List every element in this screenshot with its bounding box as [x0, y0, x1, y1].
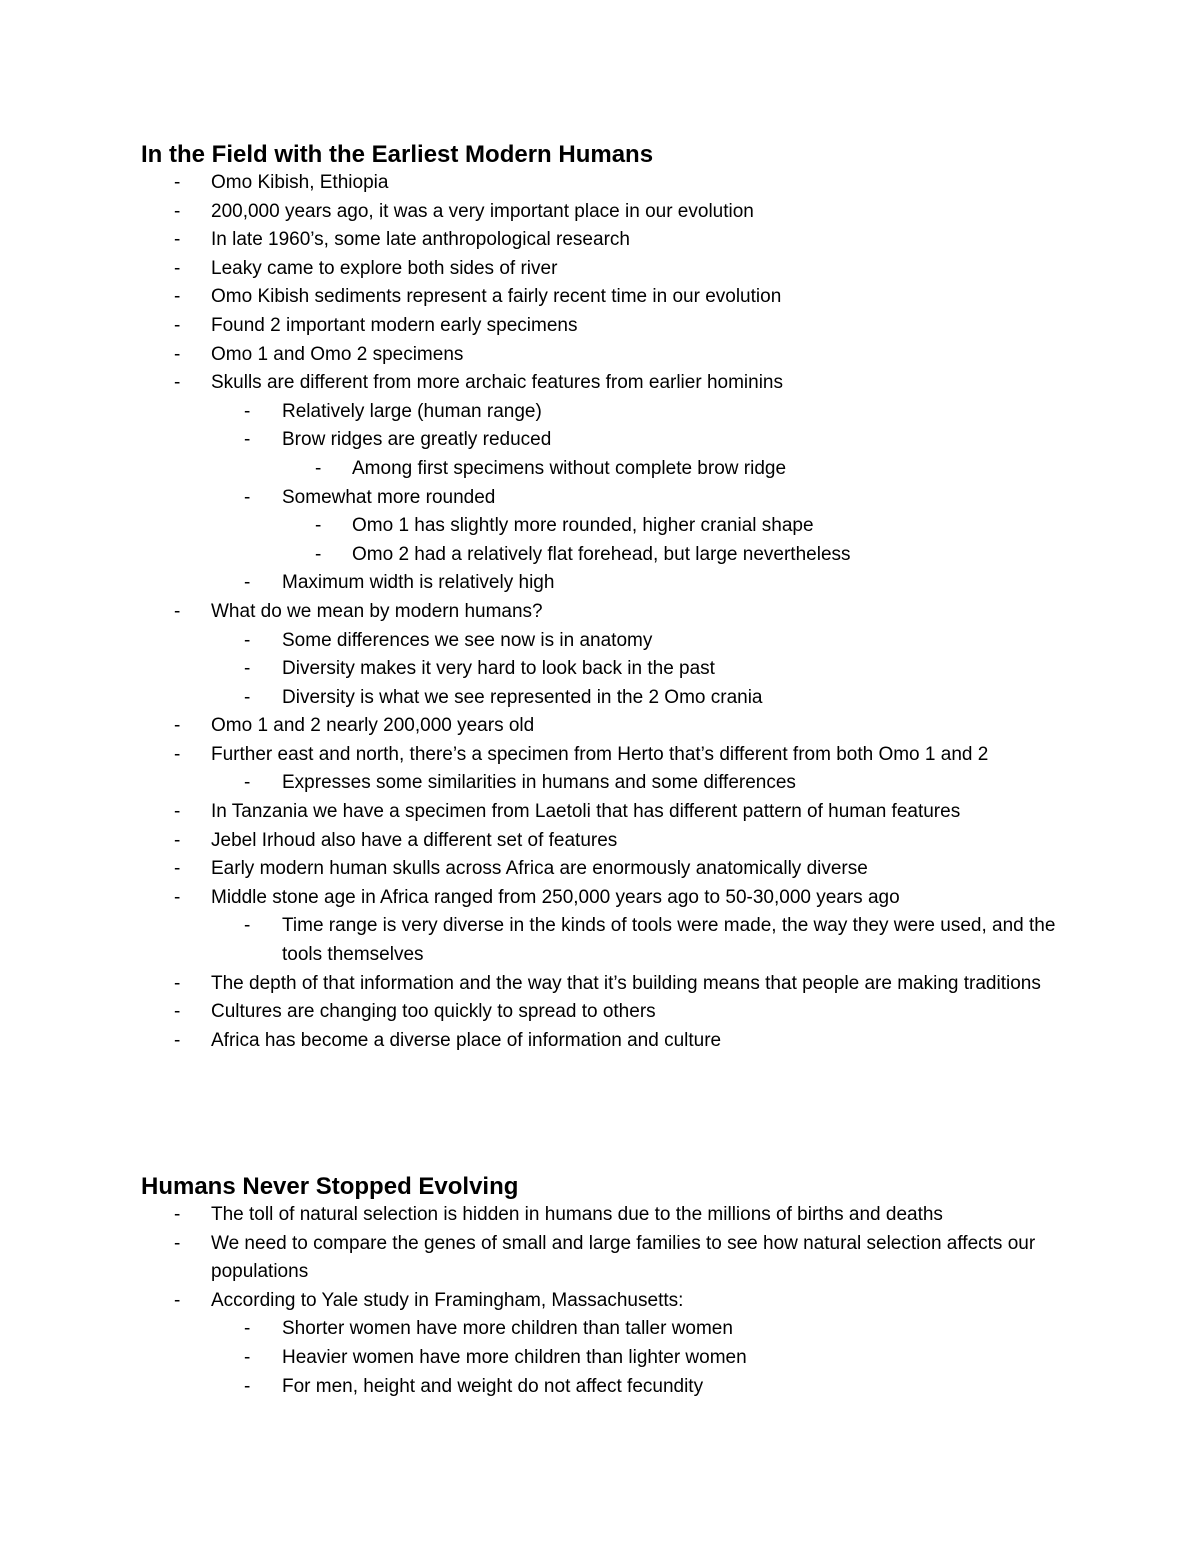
- bullet-dash: -: [244, 915, 251, 937]
- bullet-dash: -: [174, 743, 181, 765]
- list-item: [141, 484, 1061, 513]
- list-item-text: Omo 1 and Omo 2 specimens: [211, 343, 464, 365]
- list-item-text: Heavier women have more children than lighter women: [282, 1346, 747, 1368]
- bullet-dash: -: [315, 515, 322, 537]
- bullet-dash: -: [244, 686, 251, 708]
- list-item: [141, 169, 1061, 198]
- list-item: [141, 426, 1061, 455]
- list-item: [141, 741, 1061, 770]
- section-humans-never-stopped-evolving: [141, 1173, 1061, 1401]
- list-item: [141, 769, 1061, 798]
- bullet-dash: -: [174, 1001, 181, 1023]
- list-item-text: Omo 1 and 2 nearly 200,000 years old: [211, 715, 535, 737]
- list-item-text: What do we mean by modern humans?: [211, 600, 543, 622]
- bullet-dash: -: [174, 858, 181, 880]
- list-item-text: Found 2 important modern early specimens: [211, 314, 578, 336]
- list-item: [141, 455, 1061, 484]
- list-item: [141, 198, 1061, 227]
- list-item-text: Early modern human skulls across Africa are enormously anatomically diverse: [211, 858, 868, 880]
- list-item-text: In late 1960’s, some late anthropological research: [211, 229, 630, 251]
- bullet-dash: -: [244, 429, 251, 451]
- bullet-dash: -: [174, 372, 181, 394]
- list-item-text: Diversity is what we see represented in the 2 Omo crania: [282, 686, 763, 708]
- bullet-dash: -: [174, 200, 181, 222]
- list-item-text: The depth of that information and the way that it’s building means that people are making traditions: [211, 972, 1041, 994]
- list-item: [141, 712, 1061, 741]
- list-item: [141, 1344, 1061, 1373]
- list-item: [141, 684, 1061, 713]
- list-item-text: Omo 1 has slightly more rounded, higher cranial shape: [352, 515, 814, 537]
- list-item-text: According to Yale study in Framingham, Massachusetts:: [211, 1289, 684, 1311]
- list-item-text: Africa has become a diverse place of information and culture: [211, 1029, 722, 1051]
- bullet-dash: -: [315, 543, 322, 565]
- list-item-text: Brow ridges are greatly reduced: [282, 429, 552, 451]
- bullet-list: [141, 169, 1061, 1055]
- list-item-text: Expresses some similarities in humans and some differences: [282, 772, 796, 794]
- list-item: [141, 341, 1061, 370]
- list-item: [141, 598, 1061, 627]
- bullet-dash: -: [174, 801, 181, 823]
- list-item: [141, 255, 1061, 284]
- bullet-dash: -: [244, 486, 251, 508]
- list-item: [141, 798, 1061, 827]
- list-item-text: Middle stone age in Africa ranged from 250,000 years ago to 50-30,000 years ago: [211, 886, 900, 908]
- list-item: [141, 627, 1061, 656]
- list-item: [141, 884, 1061, 913]
- bullet-dash: -: [174, 600, 181, 622]
- list-item-text: Leaky came to explore both sides of river: [211, 257, 558, 279]
- list-item: [141, 912, 1061, 969]
- bullet-dash: -: [244, 1346, 251, 1368]
- list-item: [141, 855, 1061, 884]
- list-item: [141, 970, 1061, 999]
- bullet-dash: -: [174, 229, 181, 251]
- list-item: [141, 1373, 1061, 1402]
- bullet-dash: -: [174, 1204, 181, 1225]
- bullet-dash: -: [244, 772, 251, 794]
- bullet-dash: -: [174, 1029, 181, 1051]
- bullet-dash: -: [244, 572, 251, 594]
- list-item: [141, 226, 1061, 255]
- list-item: [141, 312, 1061, 341]
- bullet-dash: -: [174, 314, 181, 336]
- bullet-dash: -: [174, 343, 181, 365]
- list-item: [141, 541, 1061, 570]
- list-item-text: Omo 2 had a relatively flat forehead, but large nevertheless: [352, 543, 851, 565]
- list-item: [141, 569, 1061, 598]
- bullet-dash: -: [315, 457, 322, 479]
- list-item-text: Relatively large (human range): [282, 400, 542, 422]
- bullet-dash: -: [174, 172, 181, 193]
- section-earliest-modern-humans: [141, 141, 1061, 1055]
- list-item-text: Among first specimens without complete brow ridge: [352, 457, 787, 479]
- list-item: [141, 512, 1061, 541]
- list-item-text: The toll of natural selection is hidden in humans due to the millions of births and deaths: [211, 1204, 943, 1225]
- list-item-text: Jebel Irhoud also have a different set of features: [211, 829, 618, 851]
- list-item: [141, 398, 1061, 427]
- list-item-text: Somewhat more rounded: [282, 486, 496, 508]
- bullet-dash: -: [174, 1232, 181, 1254]
- section-heading: In the Field with the Earliest Modern Humans: [141, 141, 654, 168]
- list-item-text: Omo Kibish sediments represent a fairly recent time in our evolution: [211, 286, 782, 308]
- bullet-dash: -: [244, 629, 251, 651]
- bullet-dash: -: [244, 658, 251, 680]
- list-item-text: Some differences we see now is in anatomy: [282, 629, 653, 651]
- list-item-text: Maximum width is relatively high: [282, 572, 555, 594]
- bullet-dash: -: [244, 1318, 251, 1340]
- list-item: [141, 655, 1061, 684]
- list-item: [141, 283, 1061, 312]
- bullet-dash: -: [174, 829, 181, 851]
- list-item-text: We need to compare the genes of small and large families to see how natural selection affects our populations: [211, 1232, 1036, 1283]
- list-item-text: Diversity makes it very hard to look back in the past: [282, 658, 715, 680]
- bullet-list: [141, 1201, 1061, 1401]
- bullet-dash: -: [174, 886, 181, 908]
- list-item: [141, 1287, 1061, 1316]
- bullet-dash: -: [244, 1375, 251, 1397]
- bullet-dash: -: [174, 972, 181, 994]
- list-item: [141, 998, 1061, 1027]
- list-item-text: 200,000 years ago, it was a very important place in our evolution: [211, 200, 754, 222]
- bullet-dash: -: [174, 715, 181, 737]
- list-item-text: For men, height and weight do not affect fecundity: [282, 1375, 704, 1397]
- bullet-dash: -: [174, 257, 181, 279]
- bullet-dash: -: [174, 286, 181, 308]
- list-item: [141, 1230, 1061, 1287]
- list-item-text: Further east and north, there’s a specimen from Herto that’s different from both Omo 1 and 2: [211, 743, 989, 765]
- list-item: [141, 1201, 1061, 1230]
- list-item: [141, 1315, 1061, 1344]
- list-item: [141, 369, 1061, 398]
- list-item: [141, 827, 1061, 856]
- section-heading: Humans Never Stopped Evolving: [141, 1173, 519, 1200]
- list-item-text: Time range is very diverse in the kinds of tools were made, the way they were used, and the tools themselves: [282, 915, 1056, 966]
- bullet-dash: -: [174, 1289, 181, 1311]
- list-item-text: Cultures are changing too quickly to spread to others: [211, 1001, 656, 1023]
- bullet-dash: -: [244, 400, 251, 422]
- list-item: [141, 1027, 1061, 1056]
- list-item-text: In Tanzania we have a specimen from Laetoli that has different pattern of human features: [211, 801, 961, 823]
- list-item-text: Shorter women have more children than taller women: [282, 1318, 733, 1340]
- list-item-text: Omo Kibish, Ethiopia: [211, 172, 389, 193]
- list-item-text: Skulls are different from more archaic features from earlier hominins: [211, 372, 783, 394]
